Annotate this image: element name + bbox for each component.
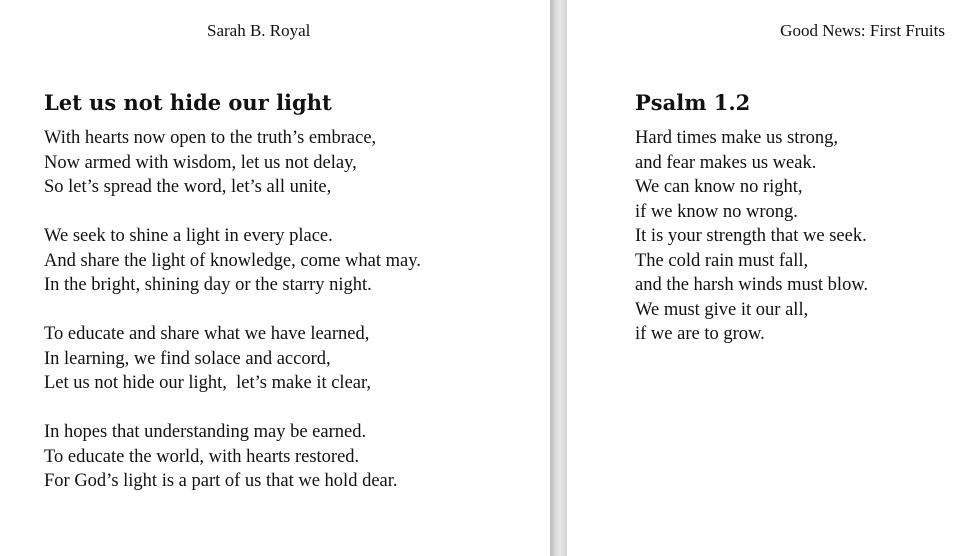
poem-line: Hard times make us strong, (635, 128, 838, 148)
poem-line: We can know no right, (635, 177, 803, 197)
stanza (44, 126, 421, 200)
poem-line: To educate and share what we have learned, (44, 324, 370, 344)
poem-line: For God’s light is a part of us that we hold dear. (44, 471, 398, 491)
left-poem-body (44, 126, 421, 494)
poem-line: Now armed with wisdom, let us not delay, (44, 152, 357, 173)
poem-line: In learning, we find solace and accord, (44, 348, 331, 369)
poem-line: To educate the world, with hearts restored. (44, 446, 360, 467)
poem-line: In hopes that understanding may be earned. (44, 422, 367, 442)
poem-line: We must give it our all, (635, 299, 809, 320)
stanza (635, 126, 868, 347)
right-page (567, 0, 969, 556)
poem-line: With hearts now open to the truth’s embrace, (44, 128, 377, 148)
left-poem-title: Let us not hide our light (44, 90, 332, 115)
poem-line: if we know no wrong. (635, 201, 798, 222)
right-poem-title: Psalm 1.2 (635, 90, 751, 115)
poem-line: if we are to grow. (635, 324, 765, 344)
poem-line: In the bright, shining day or the starry night. (44, 275, 372, 295)
book-gutter (550, 0, 567, 556)
poem-line: We seek to shine a light in every place. (44, 226, 333, 246)
poem-line: And share the light of knowledge, come what may. (44, 250, 421, 271)
stanza (44, 420, 421, 494)
poem-line: Let us not hide our light, let’s make it clear, (44, 373, 372, 393)
poem-line: The cold rain must fall, (635, 250, 809, 271)
right-poem-body (635, 126, 868, 347)
left-running-head: Sarah B. Royal (207, 21, 311, 40)
poem-line: So let’s spread the word, let’s all unite, (44, 177, 332, 197)
poem-line: and fear makes us weak. (635, 152, 817, 173)
stanza (44, 322, 421, 396)
stanza (44, 224, 421, 298)
poem-line: and the harsh winds must blow. (635, 275, 869, 295)
poem-line: It is your strength that we seek. (635, 226, 867, 246)
right-running-head: Good News: First Fruits (780, 21, 945, 40)
